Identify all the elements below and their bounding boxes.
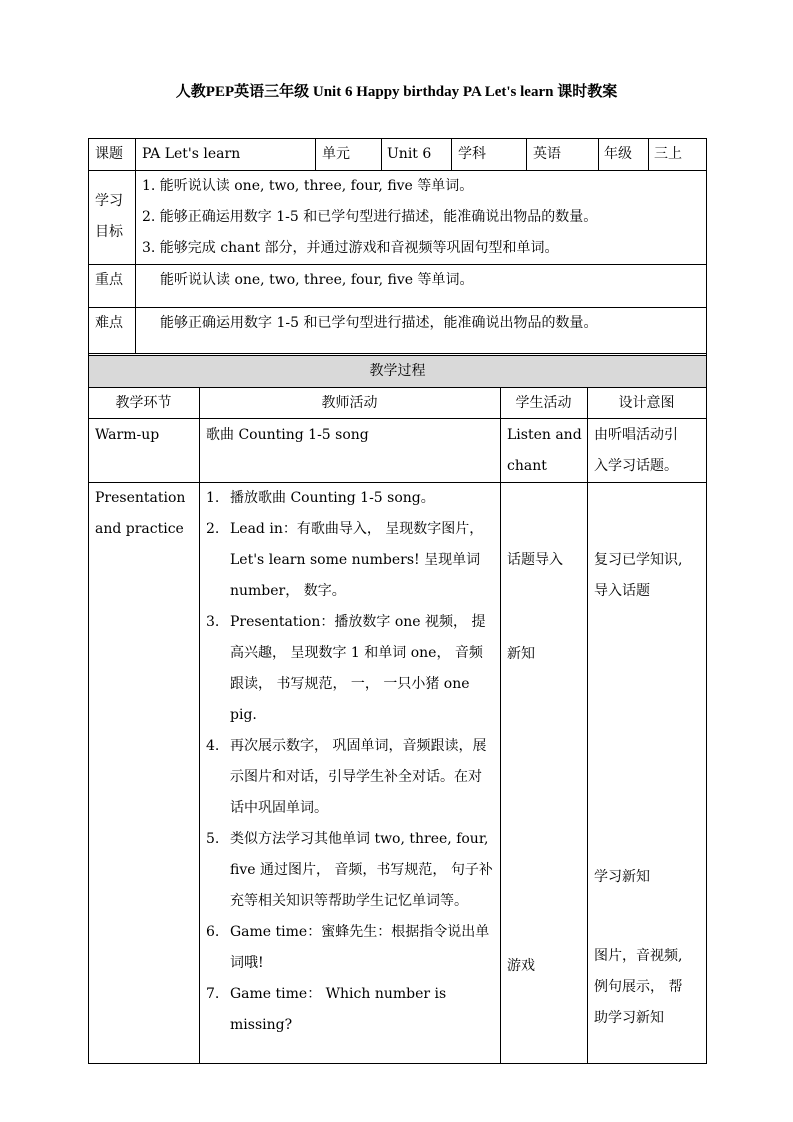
col-divider	[451, 138, 452, 170]
col-divider	[648, 138, 649, 170]
teacher-steps	[206, 483, 494, 1041]
intent-review-line2: 导入话题	[594, 583, 650, 599]
table-border-right	[706, 138, 707, 1064]
objective-item: 3. 能够完成 chant 部分，并通过游戏和音视频等巩固句型和单词。	[142, 240, 559, 256]
warmup-stage: Warm-up	[95, 427, 160, 443]
topic-label: 课题	[95, 146, 123, 162]
student-game: 游戏	[507, 958, 535, 974]
topic-value: PA Let's learn	[142, 146, 241, 162]
step-item: 2. Lead in：有歌曲导入， 呈现数字图片，Let's learn some numbers! 呈现单词 number， 数字。	[206, 521, 484, 599]
step-item: 1. 播放歌曲 Counting 1-5 song。	[206, 490, 435, 506]
table-border-left	[88, 138, 89, 1064]
intent-learn: 学习新知	[594, 869, 650, 885]
objective-item: 1. 能听说认读 one, two, three, four, five 等单词。	[142, 178, 474, 194]
table-border-bottom	[88, 1063, 707, 1064]
col-header-intent: 设计意图	[618, 395, 675, 411]
warmup-teacher: 歌曲 Counting 1-5 song	[206, 427, 369, 443]
key-points-text: 能听说认读 one, two, three, four, five 等单词。	[160, 272, 474, 288]
key-points-label: 重点	[95, 272, 123, 288]
col-divider	[135, 138, 136, 354]
presentation-stage-line1: Presentation	[95, 490, 186, 506]
subject-label: 学科	[458, 146, 486, 162]
col-divider	[526, 138, 527, 170]
col-header-stage: 教学环节	[115, 395, 172, 411]
row-divider	[88, 353, 707, 354]
step-item: 6. Game time：蜜蜂先生：根据指令说出单词哦!	[206, 924, 490, 971]
objective-item: 2. 能够正确运用数字 1-5 和已学句型进行描述，能准确说出物品的数量。	[142, 209, 598, 225]
step-item: 4. 再次展示数字， 巩固单词，音频跟读，展示图片和对话，引导学生补全对话。在对话中巩固单词。	[206, 738, 487, 816]
page-title: 人教PEP英语三年级 Unit 6 Happy birthday PA Let's learn 课时教案	[175, 84, 618, 100]
subject-value: 英语	[533, 146, 561, 162]
intent-media-line2: 例句展示， 帮	[594, 979, 683, 995]
step-item: 3. Presentation：播放数字 one 视频， 提高兴趣， 呈现数字 1 和单词 one， 音频跟读， 书写规范， 一， 一只小猪 one pig.	[206, 614, 486, 723]
student-new: 新知	[507, 646, 535, 662]
intent-review-line1: 复习已学知识,	[594, 552, 683, 568]
warmup-student-line2: chant	[507, 458, 547, 474]
unit-value: Unit 6	[387, 146, 432, 162]
col-divider	[199, 387, 200, 1064]
process-heading: 教学过程	[369, 363, 426, 379]
col-divider	[587, 387, 588, 1064]
grade-value: 三上	[654, 146, 682, 162]
col-header-student: 学生活动	[515, 395, 572, 411]
warmup-student-line1: Listen and	[507, 427, 582, 443]
col-divider	[500, 387, 501, 1064]
student-topic: 话题导入	[507, 552, 563, 568]
col-divider	[315, 138, 316, 170]
unit-label: 单元	[322, 146, 350, 162]
difficulties-text: 能够正确运用数字 1-5 和已学句型进行描述，能准确说出物品的数量。	[160, 315, 598, 331]
objectives-label-2: 目标	[95, 224, 123, 240]
intent-media-line3: 助学习新知	[594, 1010, 664, 1026]
step-item: 5. 类似方法学习其他单词 two, three, four, five 通过图片， 音频，书写规范， 句子补充等相关知识等帮助学生记忆单词等。	[206, 831, 493, 909]
objectives-label-1: 学习	[95, 193, 123, 209]
col-divider	[598, 138, 599, 170]
col-divider	[381, 138, 382, 170]
warmup-intent-line2: 入学习话题。	[594, 458, 678, 474]
intent-media-line1: 图片，音视频,	[594, 948, 683, 964]
warmup-intent-line1: 由听唱活动引	[594, 427, 678, 443]
col-header-teacher: 教师活动	[321, 395, 378, 411]
presentation-stage-line2: and practice	[95, 521, 184, 537]
difficulties-label: 难点	[95, 315, 123, 331]
grade-label: 年级	[604, 146, 632, 162]
step-item: 7. Game time： Which number is missing?	[206, 986, 447, 1033]
